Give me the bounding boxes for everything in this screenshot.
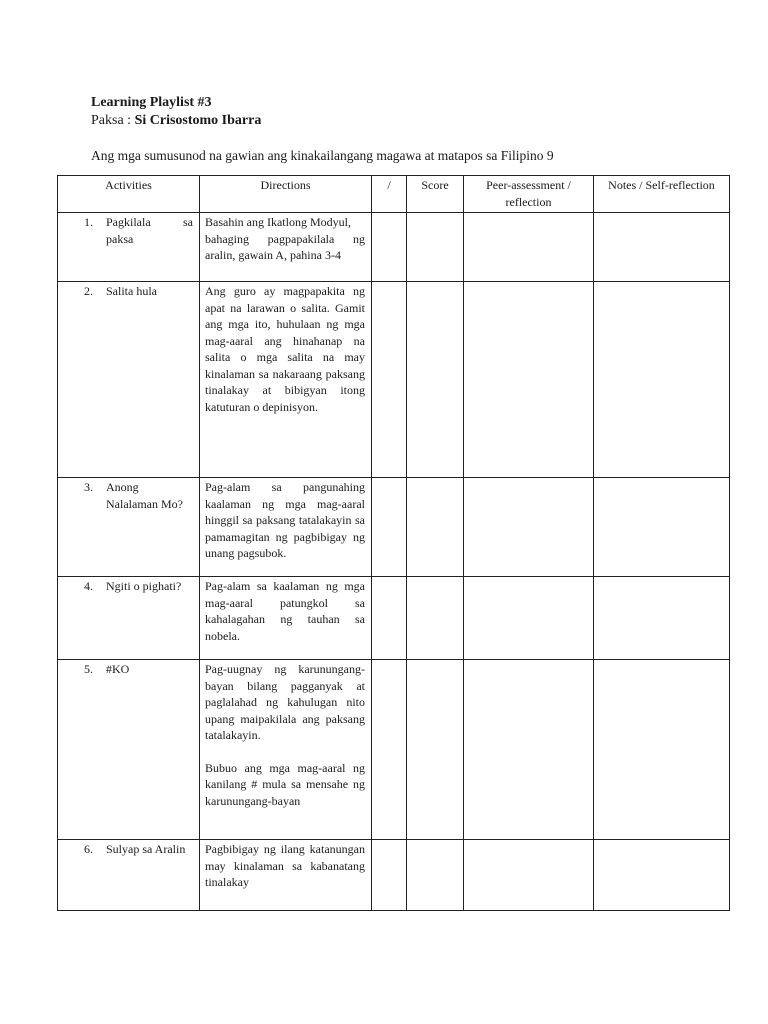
activity-number: 5.: [84, 662, 93, 676]
table-row: [58, 282, 730, 478]
directions-text: Pag-uugnay ng karunungang-bayan bilang pagganyak at paglalahad ng kahulugan nito upang maipakilala ang paksang tatalakayin.: [205, 662, 365, 742]
activity-cell: [58, 282, 200, 478]
activity-cell: [58, 213, 200, 282]
activity-cell: [58, 577, 200, 660]
directions-cell: [200, 282, 372, 478]
column-header-directions: Directions: [200, 176, 372, 213]
playlist-table: [57, 175, 730, 911]
score-cell: [407, 478, 464, 577]
notes-cell: [594, 660, 730, 840]
directions-text: Basahin ang Ikatlong Modyul,: [205, 215, 351, 229]
score-cell: [407, 660, 464, 840]
peer-assessment-cell: [464, 282, 594, 478]
peer-assessment-cell: [464, 660, 594, 840]
directions-text: bahaging pagpapakilala ng aralin, gawain A, pahina 3-4: [205, 231, 365, 262]
score-cell: [407, 213, 464, 282]
directions-cell: [200, 213, 372, 282]
peer-assessment-cell: [464, 478, 594, 577]
directions-text: Ang guro ay magpapakita ng apat na larawan o salita. Gamit ang mga ito, huhulaan ng mga mag-aaral ang hinahanap na salita o mga salita na may kinalaman sa nakaraang paksang tinalakay at bibigyan itong katuturan o depinisyon.: [205, 284, 365, 414]
intro-text: Ang mga sumusunod na gawian ang kinakailangang magawa at matapos sa Filipino 9: [91, 148, 554, 163]
activity-name: Ngiti o pighati?: [106, 579, 182, 593]
check-cell: [372, 660, 407, 840]
check-cell: [372, 282, 407, 478]
column-header-notes: Notes / Self-reflection: [594, 176, 730, 213]
directions-text: Pagbibigay ng ilang katanungan may kinalaman sa kabanatang tinalakay: [205, 842, 365, 889]
column-header-activities: Activities: [58, 176, 200, 213]
check-cell: [372, 213, 407, 282]
table-header-row: [58, 176, 730, 213]
check-cell: [372, 840, 407, 911]
peer-assessment-cell: [464, 213, 594, 282]
directions-text: Pag-alam sa pangunahing kaalaman ng mga mag-aaral hinggil sa paksang tatalakayin sa pamamagitan ng pagbibigay ng unang pagsubok.: [205, 480, 365, 560]
directions-cell: [200, 478, 372, 577]
activity-number: 2.: [84, 284, 93, 298]
paragraph-gap: [205, 744, 365, 760]
table-row: [58, 840, 730, 911]
topic-line: [91, 112, 261, 129]
table-row: [58, 660, 730, 840]
column-header-peer-assessment: Peer-assessment / reflection: [464, 176, 594, 213]
column-header-score: Score: [407, 176, 464, 213]
notes-cell: [594, 840, 730, 911]
score-cell: [407, 282, 464, 478]
table-row: [58, 213, 730, 282]
peer-assessment-cell: [464, 840, 594, 911]
activity-number: 4.: [84, 579, 93, 593]
topic-label: Paksa :: [91, 113, 135, 128]
peer-assessment-cell: [464, 577, 594, 660]
activity-name: Anong Nalalaman Mo?: [106, 480, 183, 511]
directions-text: Pag-alam sa kaalaman ng mga mag-aaral patungkol sa kahalagahan ng tauhan sa nobela.: [205, 579, 365, 643]
notes-cell: [594, 478, 730, 577]
topic-name: Si Crisostomo Ibarra: [134, 113, 262, 128]
activity-name: Pagkilala sa paksa: [106, 215, 193, 246]
activity-number: 3.: [84, 480, 93, 494]
table-row: [58, 478, 730, 577]
activity-number: 6.: [84, 842, 93, 856]
column-header-check: /: [372, 176, 407, 213]
notes-cell: [594, 213, 730, 282]
activity-cell: [58, 660, 200, 840]
activity-cell: [58, 478, 200, 577]
score-cell: [407, 577, 464, 660]
directions-cell: [200, 577, 372, 660]
activity-number: 1.: [84, 215, 93, 229]
check-cell: [372, 577, 407, 660]
notes-cell: [594, 282, 730, 478]
score-cell: [407, 840, 464, 911]
activity-name: Sulyap sa Aralin: [106, 842, 186, 856]
directions-cell: [200, 840, 372, 911]
check-cell: [372, 478, 407, 577]
notes-cell: [594, 577, 730, 660]
directions-text: Bubuo ang mga mag-aaral ng kanilang # mula sa mensahe ng karunungang-bayan: [205, 760, 365, 808]
directions-cell: [200, 660, 372, 840]
activity-name: Salita hula: [106, 284, 157, 298]
activity-cell: [58, 840, 200, 911]
table-row: [58, 577, 730, 660]
activity-name: #KO: [106, 662, 130, 676]
document-title: Learning Playlist #3: [91, 95, 212, 110]
